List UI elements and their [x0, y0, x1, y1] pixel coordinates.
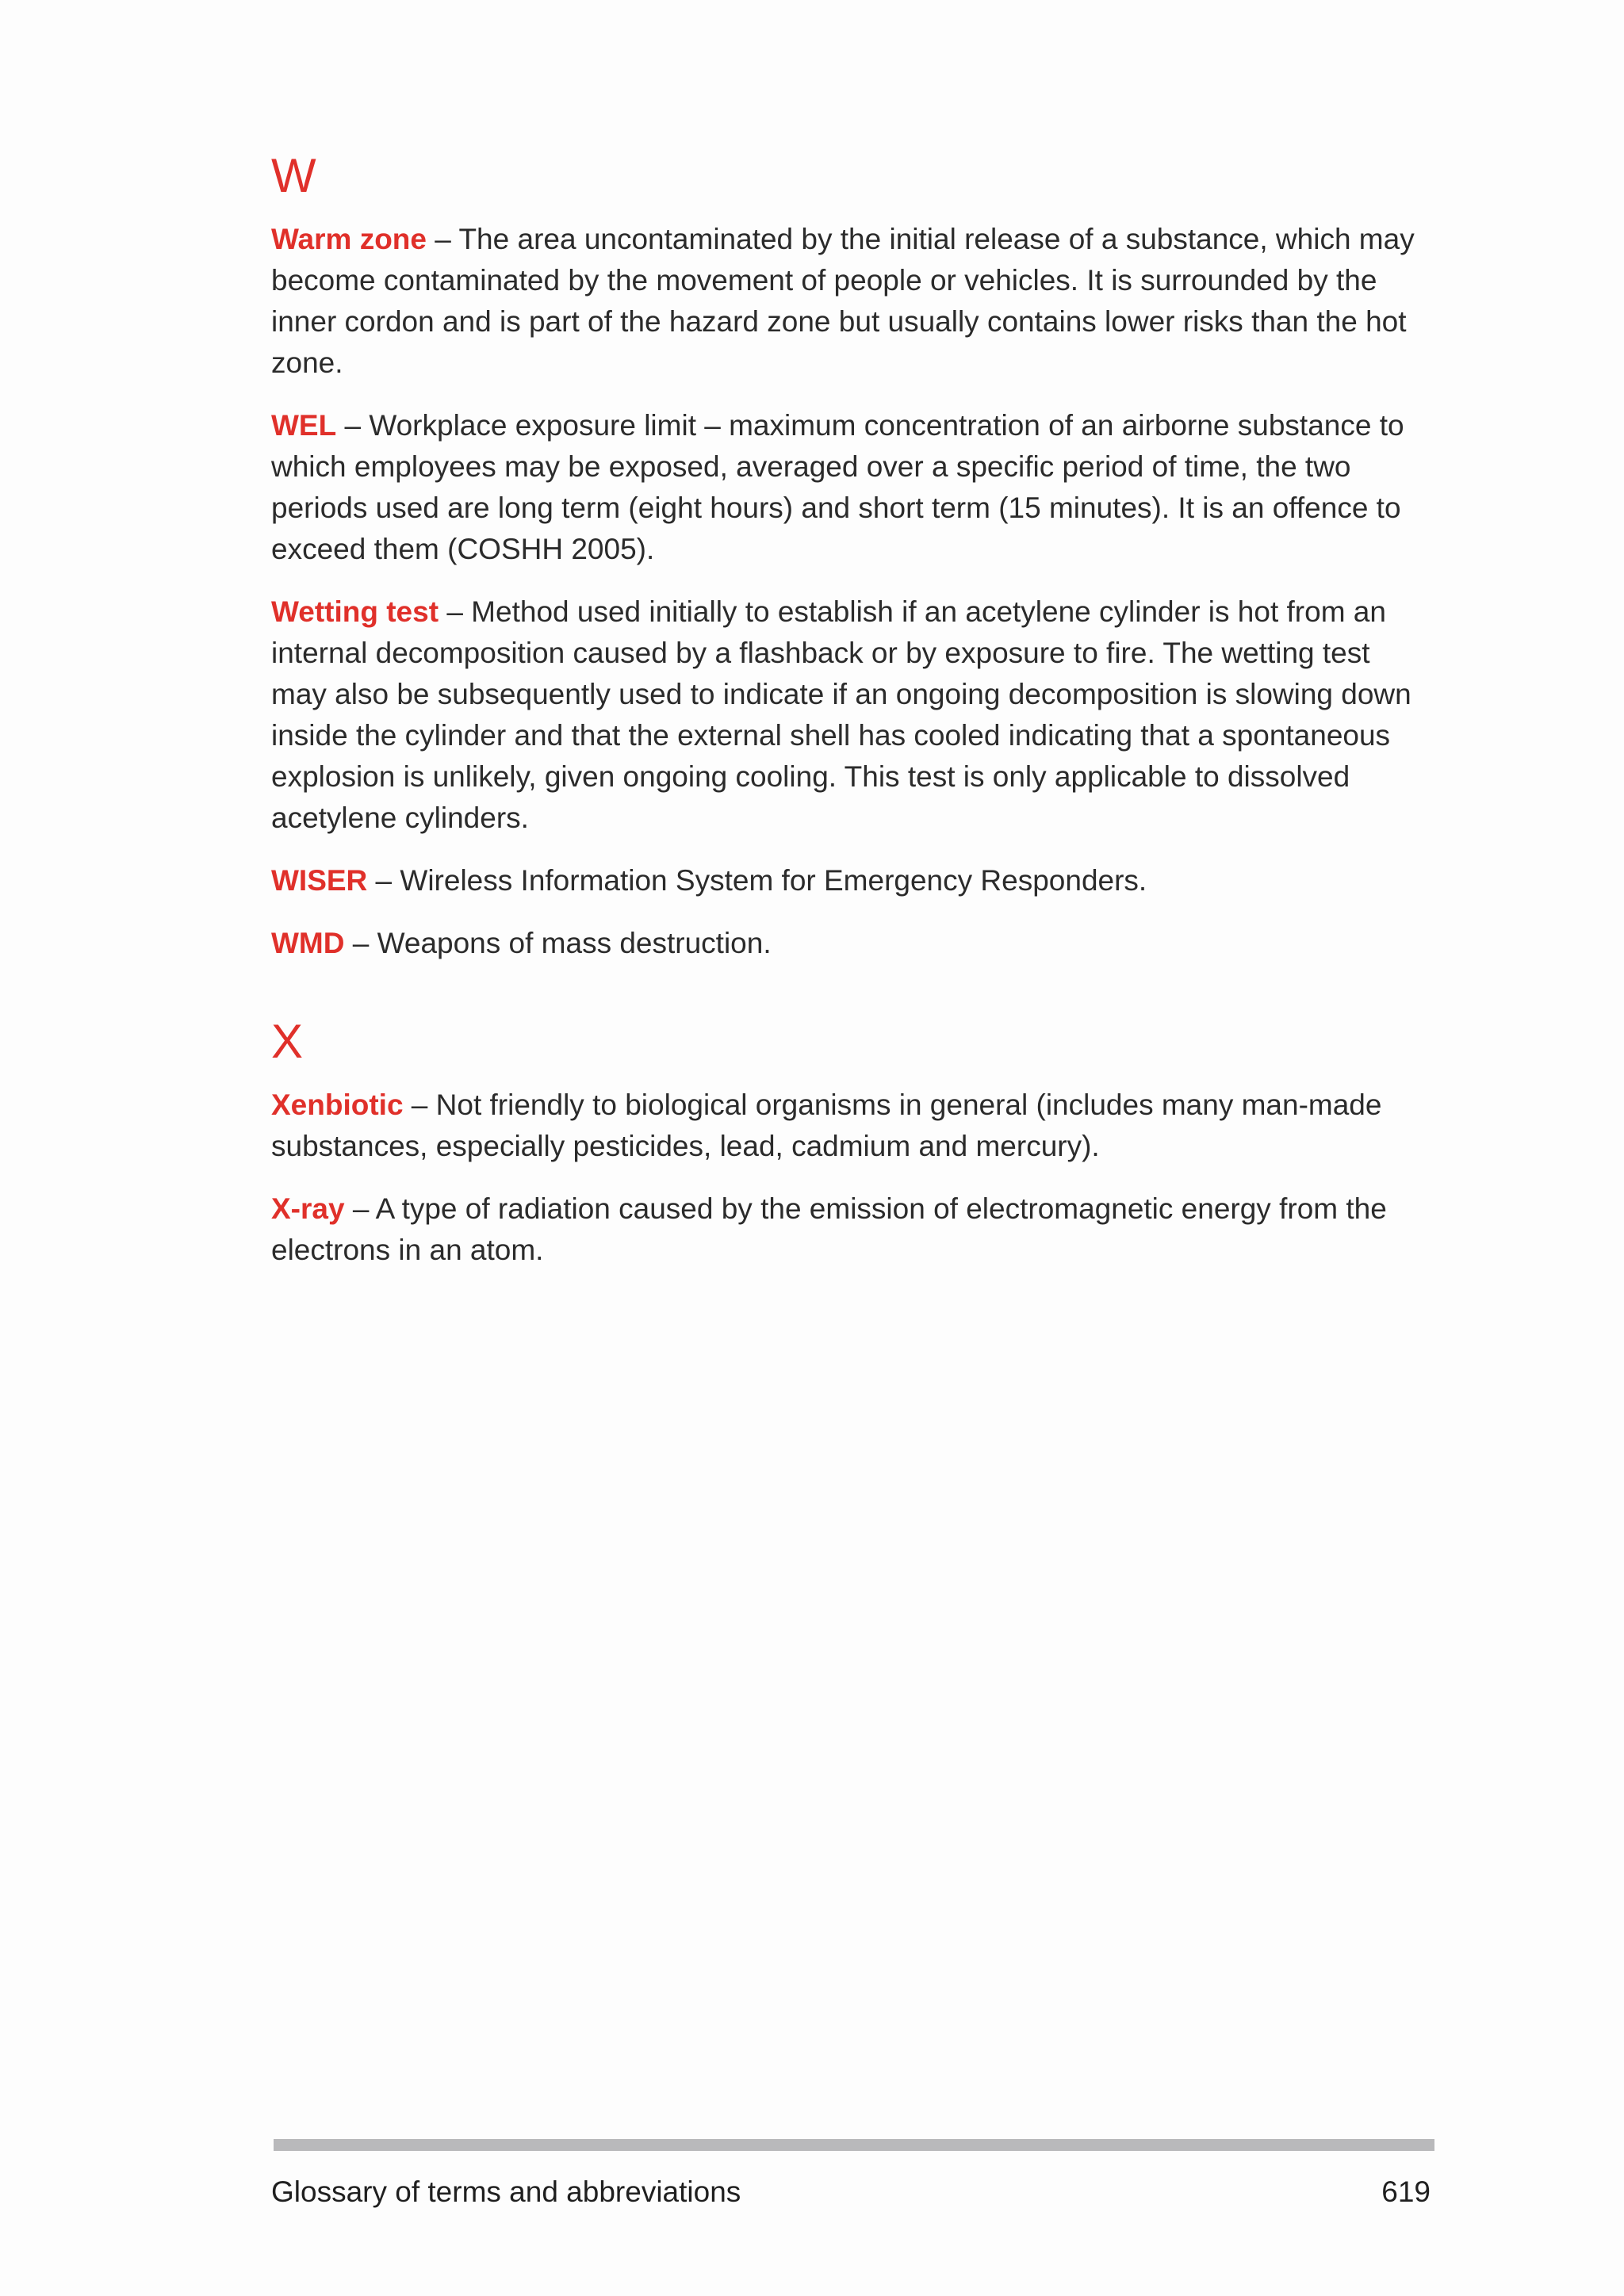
glossary-term: Wetting test	[271, 595, 439, 628]
glossary-term: WISER	[271, 864, 368, 897]
glossary-term: Xenbiotic	[271, 1089, 404, 1121]
glossary-definition: – Workplace exposure limit – maximum concentration of an airborne substance to which employees may be exposed, averaged over a specific period of time, the two periods used are long term (eight hours) and short term (15 minutes). It is an offence to exceed them (COSHH 2005).	[271, 409, 1404, 565]
section-heading-w: W	[271, 149, 316, 202]
glossary-definition: – Wireless Information System for Emergency Responders.	[367, 864, 1147, 897]
glossary-term: Warm zone	[271, 223, 427, 255]
glossary-entry-wiser	[271, 860, 1429, 901]
glossary-entry-wetting-test	[271, 591, 1429, 839]
glossary-entry-wel	[271, 405, 1429, 570]
glossary-definition: – Weapons of mass destruction.	[344, 927, 772, 959]
section-heading-x: X	[271, 1015, 304, 1068]
glossary-definition: – A type of radiation caused by the emission of electromagnetic energy from the electrons in an atom.	[271, 1192, 1387, 1266]
glossary-entry-warm-zone	[271, 219, 1429, 384]
glossary-definition: – Not friendly to biological organisms in general (includes many man-made substances, especially pesticides, lead, cadmium and mercury).	[271, 1089, 1382, 1162]
glossary-term: X-ray	[271, 1192, 345, 1225]
glossary-entry-x-ray	[271, 1188, 1429, 1271]
glossary-definition: – The area uncontaminated by the initial release of a substance, which may become contaminated by the movement of people or vehicles. It is surrounded by the inner cordon and is part of the hazard zone but usually contains lower risks than the hot zone.	[271, 223, 1415, 379]
page-footer	[271, 2172, 1431, 2212]
glossary-content	[271, 147, 1429, 1292]
glossary-definition: – Method used initially to establish if an acetylene cylinder is hot from an internal decomposition caused by a flashback or by exposure to fire. The wetting test may also be subsequently used to indicate if an ongoing decomposition is slowing down inside the cylinder and that the external shell has cooled indicating that a spontaneous explosion is unlikely, given ongoing cooling. This test is only applicable to dissolved acetylene cylinders.	[271, 595, 1411, 834]
footer-divider	[274, 2139, 1434, 2151]
glossary-term: WMD	[271, 927, 345, 959]
glossary-term: WEL	[271, 409, 337, 442]
footer-title: Glossary of terms and abbreviations	[271, 2175, 741, 2208]
glossary-entry-wmd	[271, 923, 1429, 964]
page-number: 619	[1381, 2175, 1431, 2208]
glossary-entry-xenbiotic	[271, 1085, 1429, 1167]
